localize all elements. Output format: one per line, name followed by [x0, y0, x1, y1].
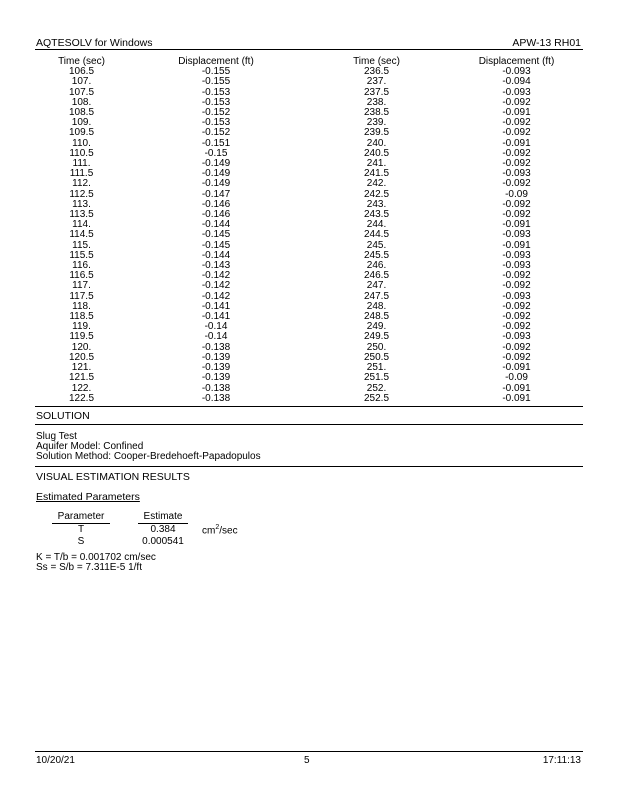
time-cell: 238.	[366, 96, 387, 108]
table-row	[36, 363, 585, 373]
parameters-table	[52, 512, 262, 547]
displacement-cell: -0.138	[201, 392, 231, 404]
displacement-cell: -0.091	[502, 137, 531, 149]
time-cell: 246.	[366, 260, 387, 272]
time-cell: 243.5	[363, 209, 390, 221]
displacement-cell: -0.092	[502, 127, 531, 139]
well-id: APW-13 RH01	[512, 37, 581, 49]
displacement-cell: -0.149	[201, 178, 231, 190]
displacement-cell: -0.146	[201, 198, 231, 210]
time-cell: 239.	[366, 117, 387, 129]
time-cell: 237.	[366, 76, 387, 88]
table-row	[36, 394, 585, 404]
header-rule	[35, 49, 583, 50]
time-cell: 112.	[72, 178, 91, 190]
time-cell: 109.5	[68, 127, 95, 139]
displacement-cell: -0.149	[201, 158, 231, 170]
time-cell: 252.	[366, 382, 387, 394]
displacement-cell: -0.09	[505, 188, 528, 200]
time-cell: 117.	[72, 280, 91, 292]
time-cell: 107.5	[68, 86, 95, 98]
displacement-cell: -0.151	[201, 137, 231, 149]
time-cell: 237.5	[363, 86, 390, 98]
time-cell: 114.5	[69, 229, 94, 241]
k-result: K = T/b = 0.001702 cm/sec	[36, 552, 156, 563]
displacement-cell: -0.092	[502, 178, 531, 190]
table-row	[36, 373, 585, 383]
visual-rule-top	[35, 466, 583, 467]
displacement-cell: -0.093	[502, 86, 531, 98]
solution-rule-bottom	[35, 424, 583, 425]
time-cell: 241.	[366, 158, 387, 170]
param-row	[52, 523, 262, 537]
time-cell: 236.5	[363, 66, 390, 78]
displacement-cell: -0.138	[201, 382, 231, 394]
time-cell: 120.	[71, 341, 92, 353]
time-cell: 110.5	[69, 147, 94, 159]
displacement-cell: -0.144	[201, 249, 231, 261]
displacement-cell: -0.093	[502, 168, 531, 180]
param-row	[52, 537, 262, 548]
displacement-cell: -0.091	[502, 239, 531, 251]
displacement-cell: -0.092	[502, 270, 531, 282]
time-cell: 106.5	[68, 66, 95, 78]
time-cell: 111.5	[69, 168, 94, 180]
time-cell: 240.5	[363, 147, 390, 159]
test-type: Slug Test	[36, 431, 77, 442]
displacement-cell: -0.141	[201, 311, 231, 323]
displacement-cell: -0.142	[201, 280, 231, 292]
displacement-cell: -0.147	[201, 188, 231, 200]
displacement-cell: -0.144	[201, 219, 231, 231]
displacement-cell: -0.143	[201, 260, 231, 272]
time-cell: 242.5	[363, 188, 390, 200]
aquifer-model: Aquifer Model: Confined	[36, 441, 144, 452]
time-cell: 245.5	[363, 249, 390, 261]
time-cell: 251.5	[363, 372, 390, 384]
estimate-header: Estimate	[138, 512, 188, 523]
time-cell: 245.	[366, 239, 387, 251]
time-cell: 112.5	[69, 188, 94, 200]
footer-rule	[35, 751, 583, 752]
displacement-cell: -0.093	[502, 331, 531, 343]
displacement-cell: -0.153	[201, 96, 231, 108]
time-cell: 243.	[366, 198, 387, 210]
displacement-cell: -0.149	[201, 168, 231, 180]
time-cell: 115.5	[69, 249, 94, 261]
col-header-time-2: Time (sec)	[353, 56, 400, 67]
time-cell: 118.5	[69, 311, 94, 323]
displacement-cell: -0.091	[502, 362, 531, 374]
displacement-cell: -0.142	[201, 290, 231, 302]
time-cell: 111.	[72, 158, 91, 170]
time-cell: 116.5	[69, 270, 94, 282]
time-cell: 115.	[72, 239, 91, 251]
param-unit: $cm^2/\sec$	[202, 524, 238, 537]
solution-method: Solution Method: Cooper-Bredehoeft-Papadopulos	[36, 451, 261, 462]
displacement-cell: -0.092	[502, 311, 531, 323]
time-cell: 107.	[71, 76, 92, 88]
time-cell: 244.	[366, 219, 387, 231]
displacement-cell: -0.15	[204, 147, 228, 159]
displacement-cell: -0.093	[502, 260, 531, 272]
time-cell: 119.	[72, 321, 91, 333]
time-cell: 250.	[366, 341, 387, 353]
footer-time: 17:11:13	[542, 755, 581, 766]
time-cell: 248.	[366, 300, 387, 312]
time-cell: 122.	[71, 382, 92, 394]
solution-rule-top	[35, 406, 583, 407]
time-cell: 117.5	[69, 290, 94, 302]
time-cell: 250.5	[363, 351, 390, 363]
displacement-cell: -0.14	[204, 321, 228, 333]
param-name: T	[77, 523, 85, 535]
param-estimate: 0.384	[150, 523, 176, 535]
displacement-cell: -0.153	[201, 86, 231, 98]
time-cell: 238.5	[363, 107, 390, 119]
time-cell: 247.	[366, 280, 387, 292]
displacement-cell: -0.155	[201, 66, 231, 78]
displacement-cell: -0.091	[502, 382, 531, 394]
displacement-cell: -0.092	[502, 147, 531, 159]
time-cell: 120.5	[68, 351, 95, 363]
displacement-cell: -0.09	[505, 372, 528, 384]
time-cell: 244.5	[363, 229, 390, 241]
displacement-cell: -0.152	[201, 127, 231, 139]
time-cell: 108.5	[68, 107, 95, 119]
displacement-cell: -0.093	[502, 229, 531, 241]
displacement-cell: -0.092	[502, 280, 531, 292]
time-cell: 122.5	[68, 392, 95, 404]
displacement-cell: -0.092	[502, 351, 531, 363]
time-cell: 246.5	[363, 270, 390, 282]
time-cell: 240.	[366, 137, 387, 149]
displacement-cell: -0.139	[201, 351, 231, 363]
footer-date: 10/20/21	[36, 755, 75, 766]
displacement-cell: -0.092	[502, 117, 531, 129]
displacement-cell: -0.093	[502, 249, 531, 261]
displacement-cell: -0.092	[502, 96, 531, 108]
time-cell: 119.5	[69, 331, 94, 343]
app-name: AQTESOLV for Windows	[36, 37, 153, 49]
displacement-cell: -0.092	[502, 321, 531, 333]
displacement-cell: -0.093	[502, 290, 531, 302]
param-name: S	[77, 535, 85, 547]
displacement-cell: -0.141	[201, 300, 231, 312]
displacement-cell: -0.092	[502, 300, 531, 312]
time-cell: 110.	[72, 137, 91, 149]
time-cell: 108.	[71, 96, 92, 108]
time-cell: 247.5	[363, 290, 390, 302]
displacement-cell: -0.093	[502, 66, 531, 78]
time-cell: 113.5	[69, 209, 94, 221]
time-cell: 121.	[71, 362, 92, 374]
time-cell: 249.	[366, 321, 387, 333]
displacement-cell: -0.139	[201, 372, 231, 384]
displacement-cell: -0.092	[502, 158, 531, 170]
footer-page-number: 5	[304, 755, 310, 766]
displacement-cell: -0.092	[502, 198, 531, 210]
time-cell: 251.	[366, 362, 387, 374]
ss-result: Ss = S/b = 7.311E-5 1/ft	[36, 562, 142, 573]
col-header-time-1: Time (sec)	[58, 56, 105, 67]
displacement-table	[36, 57, 585, 404]
time-cell: 118.	[72, 300, 91, 312]
time-cell: 252.5	[363, 392, 390, 404]
displacement-cell: -0.145	[201, 229, 231, 241]
displacement-cell: -0.145	[201, 239, 231, 251]
displacement-cell: -0.138	[201, 341, 231, 353]
displacement-cell: -0.091	[502, 107, 531, 119]
displacement-cell: -0.14	[204, 331, 228, 343]
displacement-cell: -0.146	[201, 209, 231, 221]
visual-title: VISUAL ESTIMATION RESULTS	[36, 471, 190, 483]
col-header-displacement-1: Displacement (ft)	[178, 56, 254, 67]
solution-title: SOLUTION	[36, 410, 90, 422]
displacement-cell: -0.094	[502, 76, 531, 88]
time-cell: 239.5	[363, 127, 390, 139]
table-row	[36, 179, 585, 189]
time-cell: 242.	[366, 178, 387, 190]
displacement-cell: -0.092	[502, 209, 531, 221]
estimated-parameters-heading: Estimated Parameters	[36, 491, 140, 503]
displacement-cell: -0.139	[201, 362, 231, 374]
param-header: Parameter	[52, 512, 110, 523]
time-cell: 113.	[72, 198, 91, 210]
time-cell: 114.	[72, 219, 91, 231]
time-cell: 241.5	[363, 168, 390, 180]
displacement-cell: -0.153	[201, 117, 231, 129]
displacement-cell: -0.092	[502, 341, 531, 353]
col-header-displacement-2: Displacement (ft)	[478, 56, 555, 67]
time-cell: 109.	[71, 117, 92, 129]
displacement-cell: -0.142	[201, 270, 231, 282]
param-estimate: 0.000541	[142, 535, 184, 547]
displacement-cell: -0.091	[502, 392, 531, 404]
time-cell: 121.5	[68, 372, 95, 384]
displacement-cell: -0.091	[502, 219, 531, 231]
displacement-cell: -0.152	[201, 107, 231, 119]
time-cell: 116.	[72, 260, 91, 272]
time-cell: 248.5	[363, 311, 390, 323]
displacement-cell: -0.155	[201, 76, 231, 88]
time-cell: 249.5	[363, 331, 390, 343]
